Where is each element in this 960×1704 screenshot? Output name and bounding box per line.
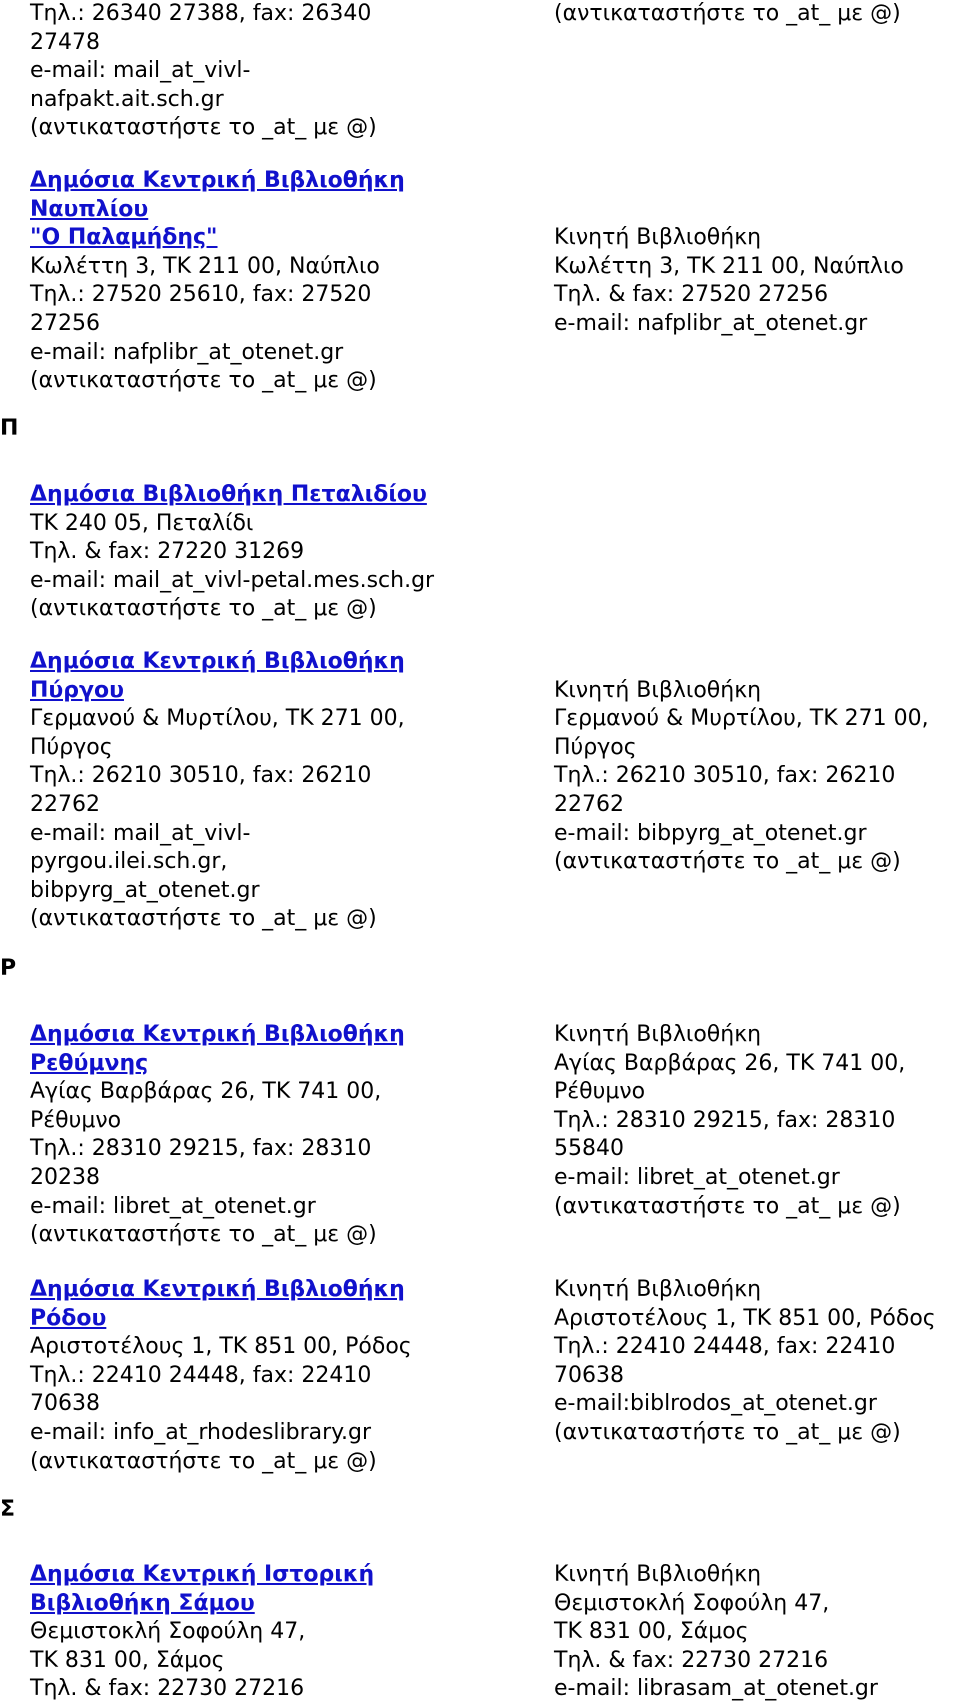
library-detail-line: ΤΚ 831 00, Σάμος (30, 1647, 225, 1673)
library-main-entry (30, 1561, 530, 1704)
library-entry-row (0, 648, 960, 934)
library-entry-row (0, 1021, 960, 1250)
alphabet-section-letter: Ρ (0, 956, 17, 981)
library-detail-line: e-mail: mail_at_vivl-petal.mes.sch.gr (30, 567, 435, 593)
library-detail-line: Τηλ. & fax: 22730 27216 (30, 1676, 305, 1702)
library-detail-line: 27256 (30, 310, 100, 336)
mobile-library-detail-line: ΤΚ 831 00, Σάμος (554, 1619, 749, 1645)
library-name-link[interactable]: Βιβλιοθήκη Σάμου (30, 1590, 255, 1616)
library-detail-line: e-mail: libret_at_otenet.gr (30, 1193, 316, 1219)
library-main-entry (30, 1276, 530, 1476)
library-detail-line: e-mail: nafplibr_at_otenet.gr (30, 339, 344, 365)
mobile-library-detail-line: Κινητή Βιβλιοθήκη (554, 677, 762, 703)
mobile-library-detail-line: Γερμανού & Μυρτίλου, ΤΚ 271 00, (554, 706, 929, 732)
library-detail-line: Τηλ.: 28310 29215, fax: 28310 (30, 1136, 372, 1162)
mobile-library-detail-line: Κινητή Βιβλιοθήκη (554, 1277, 762, 1302)
library-detail-line: (αντικαταστήστε το _at_ με @) (30, 368, 377, 394)
mobile-library-entry (554, 648, 960, 877)
mobile-library-detail-line: Θεμιστοκλή Σοφούλη 47, (554, 1590, 830, 1616)
mobile-library-detail-line (554, 196, 960, 225)
library-detail-line: (αντικαταστήστε το _at_ με @) (30, 1448, 377, 1474)
library-detail-line: (αντικαταστήστε το _at_ με @) (30, 115, 377, 141)
library-detail-line: e-mail: mail_at_vivl- (30, 820, 251, 846)
library-name-link[interactable]: Ναυπλίου (30, 196, 149, 222)
library-entry-row (0, 481, 960, 624)
library-detail-line: Γερμανού & Μυρτίλου, ΤΚ 271 00, (30, 706, 405, 732)
mobile-library-detail-line: e-mail: libret_at_otenet.gr (554, 1164, 840, 1190)
library-detail-line: Θεμιστοκλή Σοφούλη 47, (30, 1619, 306, 1645)
mobile-library-entry (554, 1276, 960, 1448)
mobile-library-detail-line: e-mail: nafplibr_at_otenet.gr (554, 310, 868, 336)
mobile-library-detail-line (554, 648, 960, 677)
mobile-library-detail-line (554, 167, 960, 196)
mobile-library-detail-line: Τηλ.: 22410 24448, fax: 22410 (554, 1334, 896, 1360)
mobile-library-entry (554, 1021, 960, 1221)
mobile-library-detail-line: Αριστοτέλους 1, ΤΚ 851 00, Ρόδος (554, 1305, 936, 1331)
mobile-library-detail-line: Κινητή Βιβλιοθήκη (554, 1562, 762, 1587)
mobile-library-detail-line: Τηλ. & fax: 27520 27256 (554, 282, 829, 308)
library-detail-line: pyrgou.ilei.sch.gr, (30, 849, 228, 875)
library-entry-row (0, 167, 960, 396)
mobile-library-entry (554, 1561, 960, 1704)
mobile-library-detail-line: Τηλ.: 26210 30510, fax: 26210 (554, 763, 896, 789)
library-name-link[interactable]: Δημόσια Κεντρική Βιβλιοθήκη (30, 1277, 405, 1302)
library-detail-line: 22762 (30, 791, 100, 817)
mobile-library-detail-line: (αντικαταστήστε το _at_ με @) (554, 1, 901, 26)
library-main-entry (30, 0, 530, 143)
library-detail-line: Αγίας Βαρβάρας 26, ΤΚ 741 00, (30, 1079, 382, 1105)
library-detail-line: 70638 (30, 1391, 100, 1417)
mobile-library-detail-line: (αντικαταστήστε το _at_ με @) (554, 849, 901, 875)
mobile-library-detail-line: 70638 (554, 1362, 624, 1388)
mobile-library-detail-line: Τηλ.: 28310 29215, fax: 28310 (554, 1107, 896, 1133)
library-detail-line: 27478 (30, 29, 100, 55)
library-main-entry (30, 481, 530, 624)
library-main-entry (30, 167, 530, 396)
mobile-library-entry (554, 167, 960, 339)
library-detail-line: Τηλ.: 27520 25610, fax: 27520 (30, 282, 372, 308)
library-detail-line: ΤΚ 240 05, Πεταλίδι (30, 510, 254, 536)
library-entry-row (0, 1561, 960, 1704)
library-detail-line: e-mail: info_at_rhodeslibrary.gr (30, 1419, 372, 1445)
library-detail-line: Κωλέττη 3, ΤΚ 211 00, Ναύπλιο (30, 253, 380, 279)
library-detail-line: Αριστοτέλους 1, ΤΚ 851 00, Ρόδος (30, 1334, 412, 1360)
library-detail-line: (αντικαταστήστε το _at_ με @) (30, 596, 377, 622)
library-main-entry (30, 1021, 530, 1250)
library-detail-line: Τηλ.: 22410 24448, fax: 22410 (30, 1362, 372, 1388)
library-name-link[interactable]: Δημόσια Βιβλιοθήκη Πεταλιδίου (30, 482, 427, 507)
library-detail-line: Τηλ.: 26340 27388, fax: 26340 (30, 1, 372, 26)
library-detail-line: 20238 (30, 1164, 100, 1190)
library-name-link[interactable]: Πύργου (30, 677, 124, 703)
library-detail-line: nafpakt.ait.sch.gr (30, 86, 224, 112)
mobile-library-detail-line: Κινητή Βιβλιοθήκη (554, 1022, 762, 1047)
mobile-library-detail-line: (αντικαταστήστε το _at_ με @) (554, 1193, 901, 1219)
library-detail-line: Τηλ.: 26210 30510, fax: 26210 (30, 763, 372, 789)
mobile-library-detail-line: Κινητή Βιβλιοθήκη (554, 225, 762, 251)
library-detail-line: Τηλ. & fax: 27220 31269 (30, 539, 305, 565)
mobile-library-detail-line: (αντικαταστήστε το _at_ με @) (554, 1419, 901, 1445)
library-detail-line: e-mail: mail_at_vivl- (30, 58, 251, 84)
mobile-library-detail-line: 55840 (554, 1136, 624, 1162)
library-detail-line: (αντικαταστήστε το _at_ με @) (30, 1222, 377, 1248)
library-name-link[interactable]: Ρόδου (30, 1305, 107, 1331)
library-detail-line: Ρέθυμνο (30, 1107, 122, 1133)
mobile-library-detail-line: Ρέθυμνο (554, 1079, 646, 1105)
mobile-library-detail-line: Κωλέττη 3, ΤΚ 211 00, Ναύπλιο (554, 253, 904, 279)
library-detail-line: (αντικαταστήστε το _at_ με @) (30, 906, 377, 932)
library-name-link[interactable]: Ρεθύμνης (30, 1050, 149, 1076)
library-main-entry (30, 648, 530, 934)
alphabet-section-letter: Σ (0, 1497, 16, 1522)
mobile-library-detail-line: Πύργος (554, 734, 637, 760)
library-entry-row (0, 1276, 960, 1476)
library-entry-row (0, 0, 960, 143)
mobile-library-entry (554, 0, 960, 29)
library-name-link[interactable]: Δημόσια Κεντρική Ιστορική (30, 1562, 375, 1587)
alphabet-section-letter: Π (0, 416, 19, 441)
library-name-link[interactable]: Δημόσια Κεντρική Βιβλιοθήκη (30, 1022, 405, 1047)
mobile-library-detail-line: e-mail: librasam_at_otenet.gr (554, 1676, 878, 1702)
library-name-link[interactable]: Δημόσια Κεντρική Βιβλιοθήκη (30, 649, 405, 674)
library-detail-line: Πύργος (30, 734, 113, 760)
library-name-link[interactable]: Δημόσια Κεντρική Βιβλιοθήκη (30, 168, 405, 193)
mobile-library-detail-line: Αγίας Βαρβάρας 26, ΤΚ 741 00, (554, 1050, 906, 1076)
mobile-library-detail-line: e-mail: bibpyrg_at_otenet.gr (554, 820, 867, 846)
library-detail-line: bibpyrg_at_otenet.gr (30, 877, 260, 903)
mobile-library-detail-line: Τηλ. & fax: 22730 27216 (554, 1647, 829, 1673)
mobile-library-detail-line: 22762 (554, 791, 624, 817)
library-name-link[interactable]: "Ο Παλαμήδης" (30, 225, 218, 251)
mobile-library-detail-line: e-mail:biblrodos_at_otenet.gr (554, 1391, 877, 1417)
